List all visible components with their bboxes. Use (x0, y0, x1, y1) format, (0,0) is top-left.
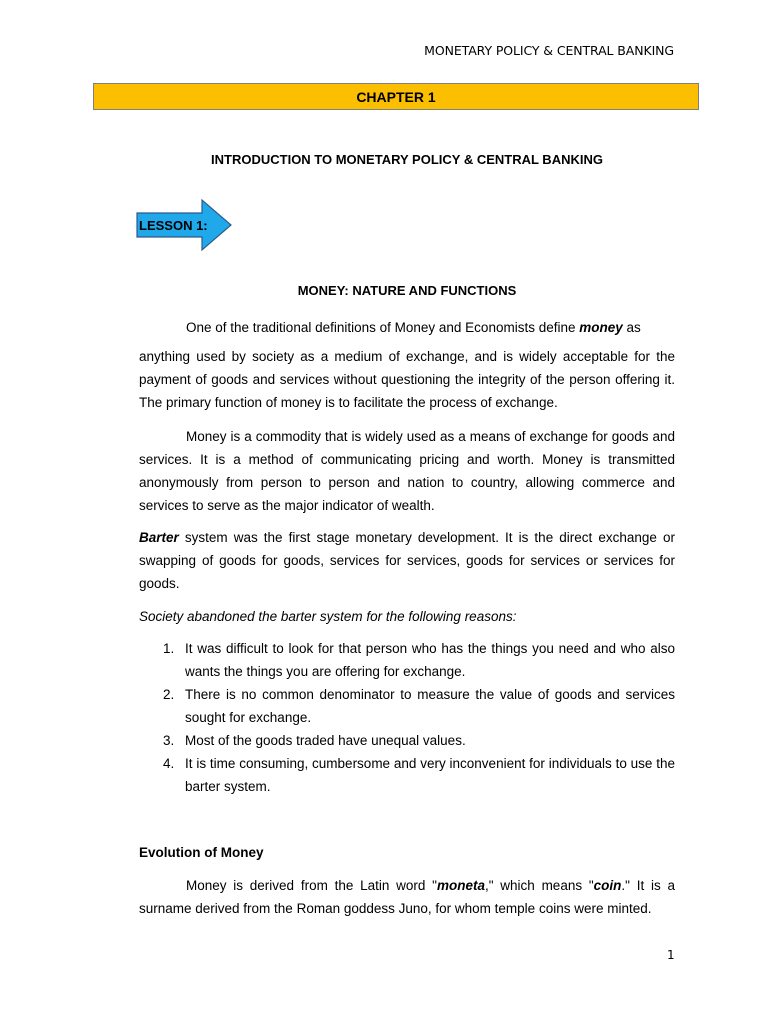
chapter-banner (93, 83, 699, 110)
paragraph-text: ." It is a surname derived from the Roman goddess Juno, for whom temple coins were minted. (139, 878, 675, 916)
list-number: 4. (163, 756, 175, 771)
list-text: Most of the goods traded have unequal values. (185, 733, 466, 748)
list-text: It is time consuming, cumbersome and very inconvenient for individuals to use the barter system. (185, 756, 675, 794)
list-text: It was difficult to look for that person who has the things you need and who also wants the things you are offering for exchange. (185, 641, 675, 679)
reasons-intro: Society abandoned the barter system for the following reasons: (139, 609, 517, 624)
list-number: 1. (163, 641, 175, 656)
running-header: MONETARY POLICY & CENTRAL BANKING (424, 43, 674, 58)
paragraph-text: as (622, 320, 641, 335)
chapter-title: INTRODUCTION TO MONETARY POLICY & CENTRAL BANKING (211, 152, 603, 167)
term-moneta: moneta (436, 878, 485, 893)
page-number: 1 (667, 948, 675, 962)
evolution-heading: Evolution of Money (139, 845, 264, 860)
paragraph-money-definition-cont: anything used by society as a medium of exchange, and is widely acceptable for the payment of goods and services without questioning the integrity of the person offering it. The primary function of money is to facilitate the process of exchange. (139, 349, 675, 410)
paragraph-money-definition (139, 316, 675, 339)
list-number: 3. (163, 733, 175, 748)
chapter-label: CHAPTER 1 (356, 88, 436, 105)
list-number: 2. (163, 687, 175, 702)
paragraph-text: ," which means " (484, 878, 594, 893)
list-item (139, 752, 675, 798)
paragraph-text: One of the traditional definitions of Money and Economists define (186, 320, 580, 335)
section-title: MONEY: NATURE AND FUNCTIONS (297, 283, 517, 298)
list-text: There is no common denominator to measure the value of goods and services sought for exchange. (185, 687, 675, 725)
list-item (139, 637, 675, 683)
lesson-label: LESSON 1: (139, 218, 208, 233)
term-barter: Barter (139, 530, 179, 545)
term-coin: coin (593, 878, 622, 893)
paragraph-text: system was the first stage monetary development. It is the direct exchange or swapping of goods for goods, services for services, goods for services or services for goods. (139, 530, 675, 591)
paragraph-evolution (139, 874, 675, 920)
paragraph-money-commodity: Money is a commodity that is widely used as a means of exchange for goods and services. It is a method of communicating pricing and worth. Money is transmitted anonymously from person to person and nation to country, allowing commerce and services to serve as the major indicator of wealth. (139, 429, 675, 513)
paragraph-text: Money is derived from the Latin word " (186, 878, 437, 893)
list-item (139, 683, 675, 729)
paragraph-barter (139, 526, 675, 595)
reasons-list (139, 637, 675, 798)
list-item (139, 729, 675, 752)
term-money: money (579, 320, 623, 335)
